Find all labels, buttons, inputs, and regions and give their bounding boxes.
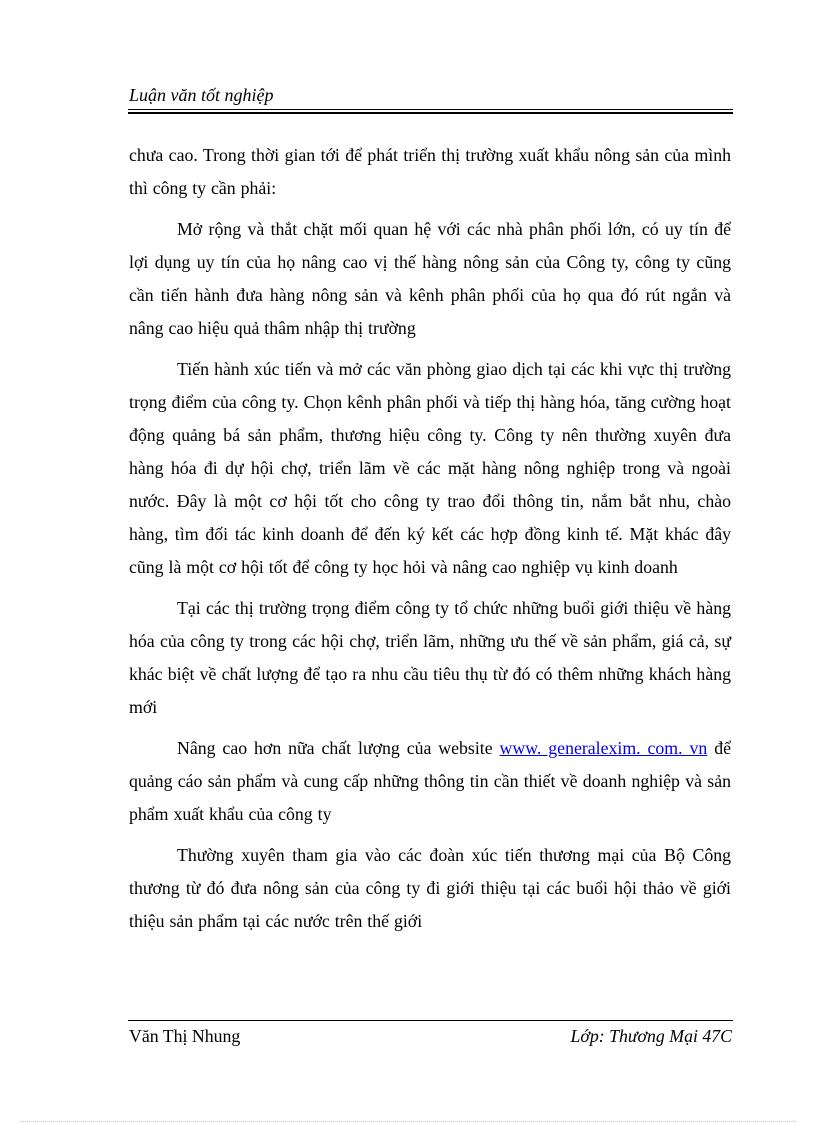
page-bottom-edge <box>20 1121 796 1122</box>
footer-divider <box>128 1020 733 1021</box>
paragraph-trade-promotion: Tiến hành xúc tiến và mở các văn phòng giao dịch tại các khi vực thị trường trọng điểm của công ty. Chọn kênh phân phối và tiếp thị hàng hóa, tăng cường hoạt động quảng bá sản phẩm, thương hiệu công ty. Công ty nên thường xuyên đưa hàng hóa đi dự hội chợ, triển lãm về các mặt hàng nông nghiệp trong và ngoài nước. Đây là một cơ hội tốt cho công ty trao đổi thông tin, nắm bắt nhu, chào hàng, tìm đối tác kinh doanh để đến ký kết các hợp đồng kinh tế. Mặt khác đây cũng là một cơ hội tốt để công ty học hỏi và nâng cao nghiệp vụ kinh doanh <box>129 359 731 577</box>
website-text-before: Nâng cao hơn nữa chất lượng của website <box>177 738 500 758</box>
footer-class-label: Lớp: Thương Mại 47C <box>570 1026 732 1046</box>
paragraph-expand-distribution: Mở rộng và thắt chặt mối quan hệ với các nhà phân phối lớn, có uy tín để lợi dụng uy tín của họ nâng cao vị thế hàng nông sản của Công ty, công ty cũng cần tiến hành đưa hàng nông sản và kênh phân phối của họ qua đó rút ngắn và nâng cao hiệu quả thâm nhập thị trường <box>129 219 731 338</box>
website-link[interactable]: www. generalexim. com. vn <box>499 738 708 758</box>
header-divider-thick <box>128 112 733 114</box>
document-body <box>129 139 731 946</box>
paragraph-trade-delegations: Thường xuyên tham gia vào các đoàn xúc tiến thương mại của Bộ Công thương từ đó đưa nông sản của công ty đi giới thiệu tại các buổi hội thảo về giới thiệu sản phẩm tại các nước trên thế giới <box>129 845 731 931</box>
paragraph-continued: chưa cao. Trong thời gian tới để phát triển thị trường xuất khẩu nông sản của mình thì công ty cần phải: <box>129 145 731 198</box>
paragraph-key-markets: Tại các thị trường trọng điểm công ty tổ chức những buổi giới thiệu về hàng hóa của công ty trong các hội chợ, triển lãm, những ưu thế về sản phẩm, giá cả, sự khác biệt về chất lượng để tạo ra nhu cầu tiêu thụ từ đó có thêm những khách hàng mới <box>129 598 731 717</box>
footer-author-name: Văn Thị Nhung <box>129 1026 241 1046</box>
website-text-after: để quảng cáo sản phẩm và cung cấp những thông tin cần thiết về doanh nghiệp và sản phẩm xuất khẩu của công ty <box>129 738 732 824</box>
paragraph-website <box>129 732 731 831</box>
header-divider-thin <box>128 109 733 110</box>
page-header-title: Luận văn tốt nghiệp <box>129 85 274 105</box>
